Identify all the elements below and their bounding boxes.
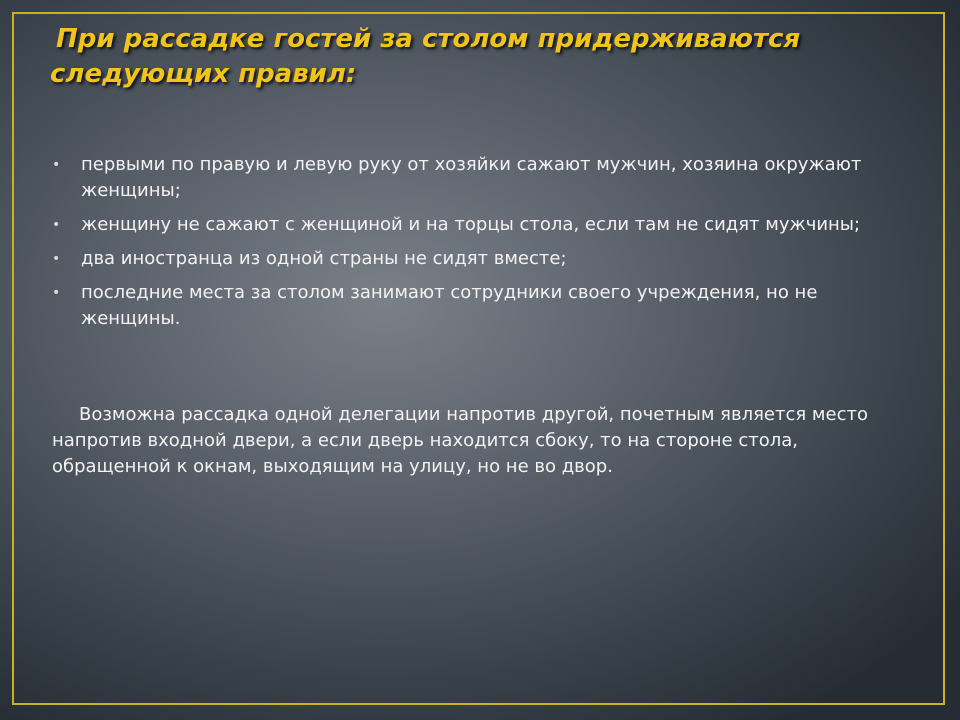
bullet-text: два иностранца из одной страны не сидят вместе;	[81, 248, 567, 269]
seating-note-paragraph: Возможна рассадка одной делегации напротив другой, почетным является место напротив входной двери, а если дверь находится сбоку, то на стороне стола, обращенной к окнам, выходящим на улицу, но не во двор.	[52, 404, 868, 477]
slide-border-frame	[12, 12, 945, 705]
bullet-text: последние места за столом занимают сотрудники своего учреждения, но не женщины.	[81, 282, 818, 329]
bullet-dot-icon: •	[52, 157, 61, 173]
slide-title	[50, 22, 916, 92]
slide-title-line-1: При рассадке гостей за столом придерживаются	[56, 24, 801, 54]
bullet-dot-icon: •	[52, 217, 61, 233]
bullet-item	[52, 152, 912, 204]
rules-bullet-list	[52, 152, 912, 340]
bullet-item	[52, 212, 912, 238]
bullet-dot-icon: •	[52, 285, 61, 301]
slide-title-line-2: следующих правил:	[50, 59, 357, 89]
bullet-text: первыми по правую и левую руку от хозяйки сажают мужчин, хозяина окружают женщины;	[81, 154, 862, 201]
bullet-text: женщину не сажают с женщиной и на торцы стола, если там не сидят мужчины;	[81, 214, 861, 235]
bullet-item	[52, 280, 912, 332]
bullet-dot-icon: •	[52, 251, 61, 267]
bullet-item	[52, 246, 912, 272]
